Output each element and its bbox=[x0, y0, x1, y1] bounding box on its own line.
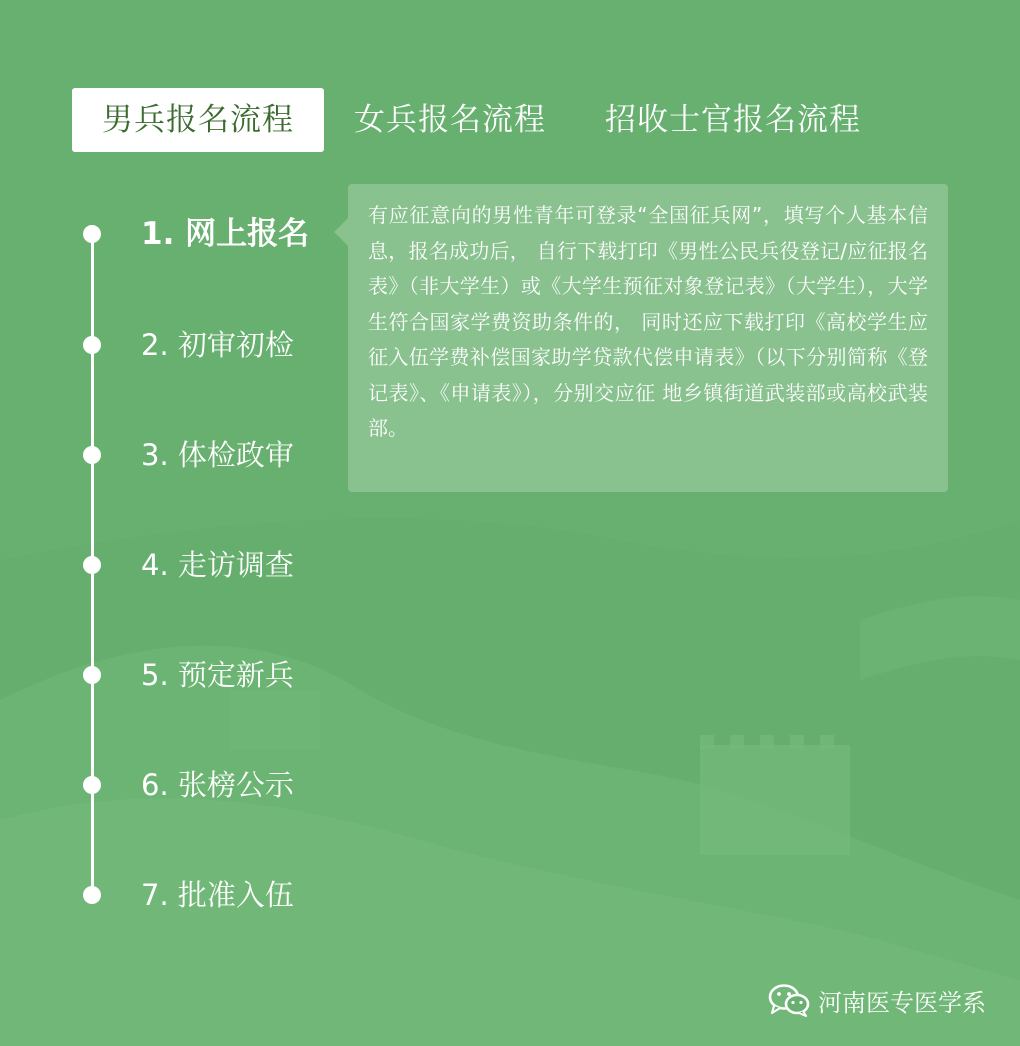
step-label: 3. 体检政审 bbox=[141, 438, 294, 472]
tab-female-registration[interactable]: 女兵报名流程 bbox=[354, 102, 546, 138]
account-name: 河南医专医学系 bbox=[818, 988, 986, 1017]
timeline-dot bbox=[83, 556, 101, 574]
wechat-icon bbox=[768, 983, 810, 1017]
step-label: 5. 预定新兵 bbox=[141, 658, 294, 692]
step-label: 1. 网上报名 bbox=[141, 216, 310, 252]
step-description: 有应征意向的男性青年可登录“全国征兵网”，填写个人基本信息，报名成功后， 自行下载打印《男性公民兵役登记/应征报名表》（非大学生）或《大学生预征对象登记表》（大学生），大学生符合国家学费资助条件的， 同时还应下载打印《高校学生应征入伍学费补偿国家助学贷款代偿申请表》（以下分别简称《登记表》、《申请表》），分别交应征 地乡镇街道武装部或高校武装部。 bbox=[368, 203, 928, 440]
tab-male-registration[interactable]: 男兵报名流程 bbox=[72, 88, 324, 152]
timeline-dot bbox=[83, 776, 101, 794]
footer-account bbox=[768, 980, 986, 1020]
timeline-dot bbox=[83, 225, 101, 243]
timeline-dot bbox=[83, 666, 101, 684]
tab-nco-registration[interactable]: 招收士官报名流程 bbox=[605, 102, 861, 138]
timeline-dot bbox=[83, 336, 101, 354]
step-label: 4. 走访调查 bbox=[141, 548, 294, 582]
description-pointer bbox=[334, 218, 348, 246]
step-label: 7. 批准入伍 bbox=[141, 878, 294, 912]
step-label: 6. 张榜公示 bbox=[141, 768, 294, 802]
timeline-dot bbox=[83, 446, 101, 464]
step-label: 2. 初审初检 bbox=[141, 328, 294, 362]
timeline-dot bbox=[83, 886, 101, 904]
step-description-box bbox=[348, 184, 948, 492]
